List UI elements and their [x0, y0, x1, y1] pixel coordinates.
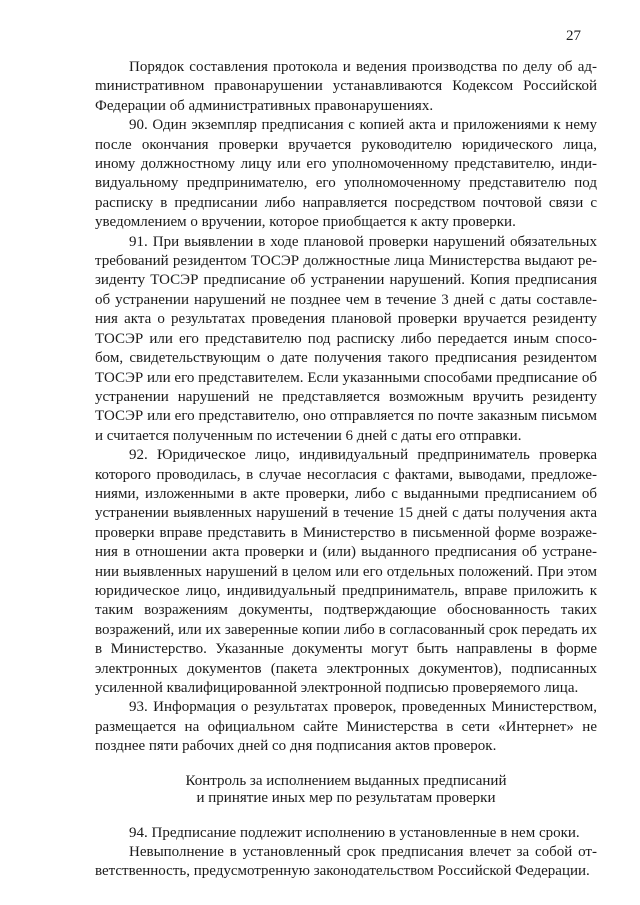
paragraph-94: 94. Предписание подлежит исполнению в установленные в нем сроки. — [129, 824, 580, 841]
section-heading — [95, 773, 597, 807]
paragraph-91: 91. При выявлении в ходе плановой проверки нарушений обязательных требований резидентом ТОСЭР должностные лица Министерства выдают резиденту ТОСЭР предписание об устранении нарушений. Копия предписания об устранении нарушений не позднее чем в течение 3 дней с даты составления акта о результатах проведения плановой проверки вручается резиденту ТОСЭР или его представителю под расписку либо передается иным способом, свидетельствующим о дате получения такого предписания резидентом ТОСЭР или его представителем. Если указанными способами предписание об устранении нарушений не представляется возможным вручить резиденту ТОСЭР или его представителю, оно отправляется по почте заказным письмом и считается полученным по истечении 6 дней с даты его отправки. — [95, 233, 597, 444]
paragraph-95: Невыполнение в установленный срок предписания влечет за собой ответственность, предусмотренную законодательством Российской Федерации. — [95, 844, 597, 880]
paragraph-intro: Порядок составления протокола и ведения производства по делу об адmинистративном правонарушении устанавливаются Кодексом Российской Федерации об административных правонарушениях. — [95, 59, 597, 114]
paragraph-93: 93. Информация о результатах проверок, проведенных Министерством, размещается на официальном сайте Министерства в сети «Интернет» не позднее пяти рабочих дней со дня подписания актов проверок. — [95, 699, 597, 755]
document-body — [95, 58, 597, 882]
section-heading-line-2: и принятие иных мер по результатам проверки — [196, 789, 496, 806]
paragraph-90: 90. Один экземпляр предписания с копией акта и приложениями к нему после окончания проверки вручается руководителю юридического лица, иному должностному лицу или его уполномоченному представителю, индивидуальному предпринимателю, его уполномоченному представителю под расписку в предписании либо направляется посредством почтовой связи с уведомлением о вручении, которое приобщается к акту проверки. — [95, 117, 597, 231]
page-number: 27 — [566, 28, 581, 44]
section-heading-line-1: Контроль за исполнением выданных предписаний — [185, 772, 507, 789]
paragraph-92: 92. Юридическое лицо, индивидуальный предприниматель проверка которого проводилась, в случае несогласия с фактами, выводами, предложениями, изложенными в акте проверки, либо с выданными предписанием об устранении выявленных нарушений в течение 15 дней с даты получения акта проверки вправе представить в Министерство в письменной форме возражения в отношении акта проверки и (или) выданного предписания об устранении выявленных нарушений в целом или его отдельных положений. При этом юридическое лицо, индивидуальный предприниматель, вправе приложить к таким возражениям документы, подтверждающие обоснованность таких возражений, или их заверенные копии либо в согласованный срок передать их в Министерство. Указанные документы могут быть направлены в форме электронных документов (пакета электронных документов), подписанных усиленной квалифицированной электронной подписью проверяемого лица. — [95, 447, 597, 696]
